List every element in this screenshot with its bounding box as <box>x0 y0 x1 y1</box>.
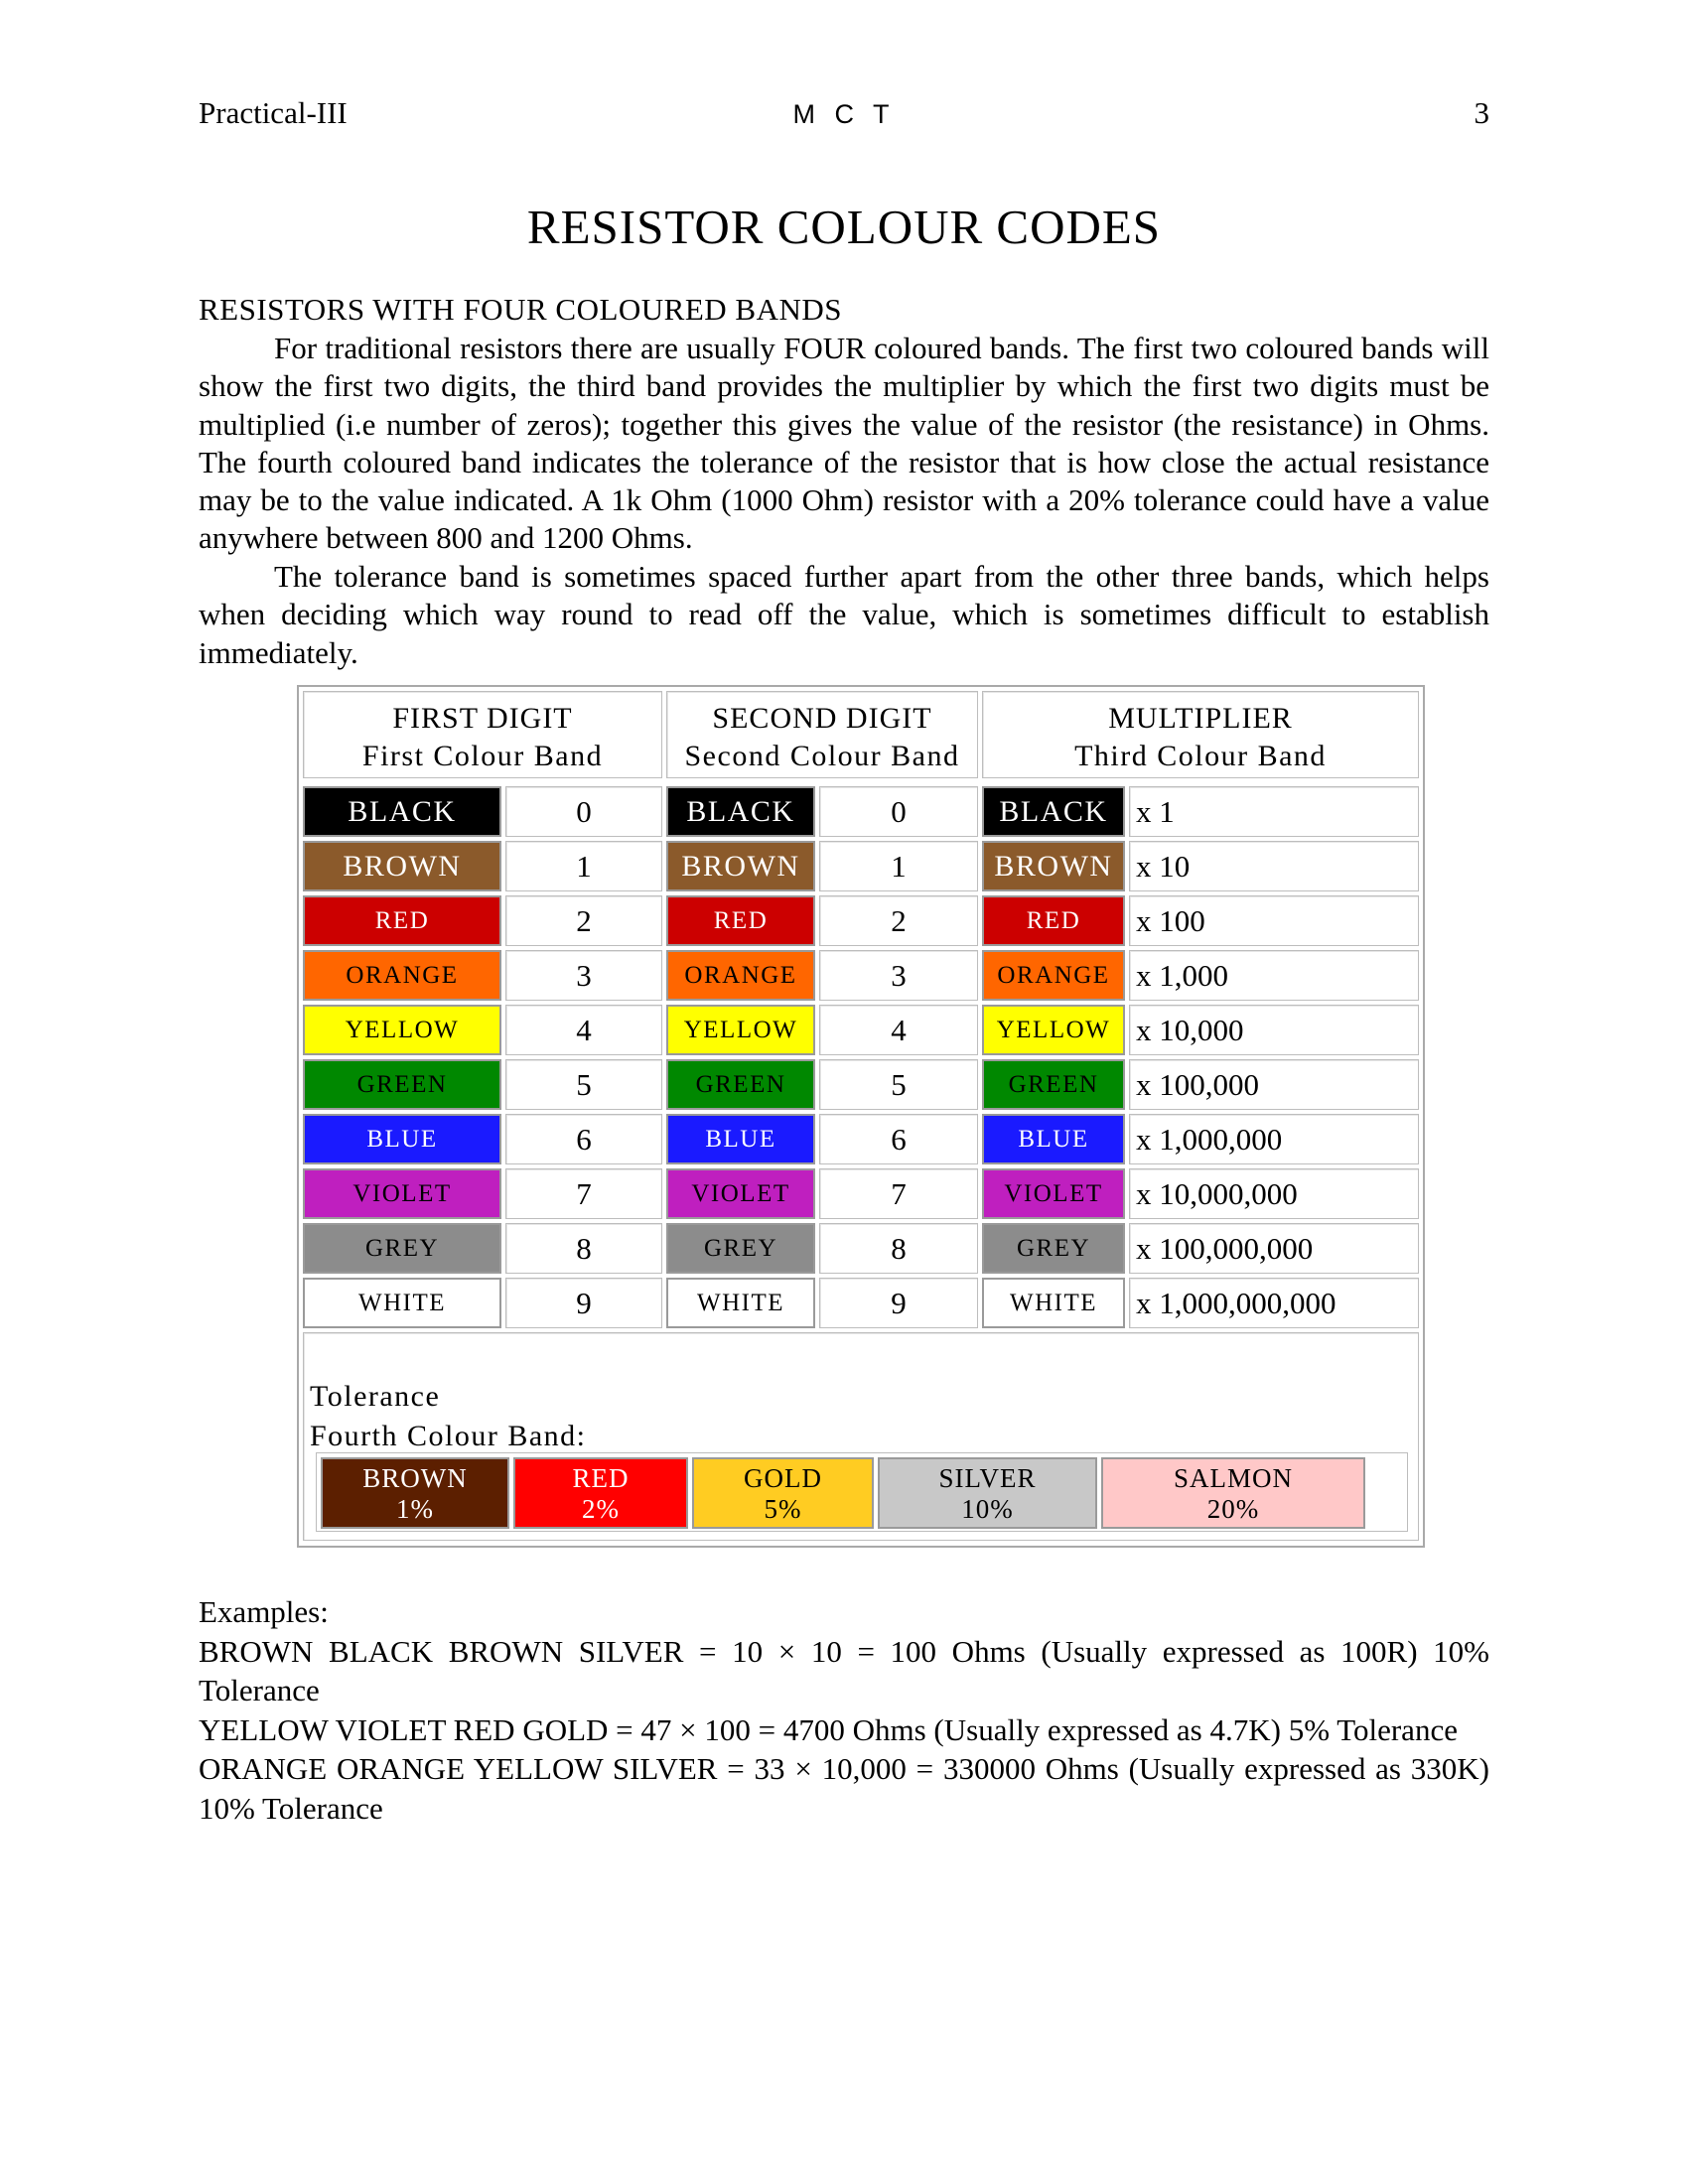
page-number: 3 <box>1474 95 1489 130</box>
second-digit-value: 5 <box>819 1059 978 1110</box>
tolerance-band-salmon <box>1101 1457 1365 1529</box>
header-first-digit <box>303 691 662 778</box>
tolerance-colour-name: BROWN <box>362 1463 468 1493</box>
header-left: Practical-III <box>199 95 348 130</box>
tolerance-title: Tolerance <box>310 1380 441 1413</box>
header-second-digit <box>666 691 978 778</box>
example-item: ORANGE ORANGE YELLOW SILVER = 33 × 10,000 = 330000 Ohms (Usually expressed as 330K) 10% Tolerance <box>199 1751 1489 1826</box>
multiplier-band-orange: ORANGE <box>982 950 1125 1001</box>
second-digit-value: 2 <box>819 895 978 946</box>
header-multiplier-title: MULTIPLIER <box>1108 702 1293 735</box>
example-item: BROWN BLACK BROWN SILVER = 10 × 10 = 100 Ohms (Usually expressed as 100R) 10% Tolerance <box>199 1633 1489 1707</box>
tolerance-colour-name: SILVER <box>938 1463 1037 1493</box>
tolerance-percent: 2% <box>582 1494 620 1524</box>
tolerance-subtitle: Fourth Colour Band: <box>310 1420 587 1452</box>
examples-heading: Examples: <box>199 1594 329 1629</box>
header-second-digit-title: SECOND DIGIT <box>712 702 932 735</box>
tolerance-band-red <box>513 1457 688 1529</box>
first-digit-value: 3 <box>505 950 662 1001</box>
multiplier-band-violet: VIOLET <box>982 1168 1125 1219</box>
examples-section <box>199 1592 1489 1828</box>
second-band-yellow: YELLOW <box>666 1005 815 1055</box>
multiplier-band-white: WHITE <box>982 1278 1125 1328</box>
tolerance-percent: 5% <box>764 1494 802 1524</box>
second-digit-value: 1 <box>819 841 978 891</box>
tolerance-colour-name: SALMON <box>1173 1463 1293 1493</box>
first-band-grey: GREY <box>303 1223 501 1274</box>
first-band-white: WHITE <box>303 1278 501 1328</box>
multiplier-value: x 1,000,000,000 <box>1129 1278 1419 1328</box>
second-band-violet: VIOLET <box>666 1168 815 1219</box>
section-heading: RESISTORS WITH FOUR COLOURED BANDS <box>199 292 842 327</box>
multiplier-band-grey: GREY <box>982 1223 1125 1274</box>
multiplier-band-blue: BLUE <box>982 1114 1125 1164</box>
tolerance-band-gold <box>692 1457 874 1529</box>
multiplier-value: x 10 <box>1129 841 1419 891</box>
page-title: RESISTOR COLOUR CODES <box>526 200 1162 254</box>
multiplier-value: x 100,000,000 <box>1129 1223 1419 1274</box>
page-header <box>199 95 1489 135</box>
header-multiplier <box>982 691 1419 778</box>
tolerance-percent: 10% <box>961 1494 1014 1524</box>
second-digit-value: 4 <box>819 1005 978 1055</box>
multiplier-band-yellow: YELLOW <box>982 1005 1125 1055</box>
tolerance-percent: 1% <box>396 1494 434 1524</box>
header-first-digit-subtitle: First Colour Band <box>361 740 604 772</box>
second-band-green: GREEN <box>666 1059 815 1110</box>
header-multiplier-subtitle: Third Colour Band <box>1074 740 1327 772</box>
multiplier-value: x 10,000,000 <box>1129 1168 1419 1219</box>
first-digit-value: 1 <box>505 841 662 891</box>
multiplier-value: x 1,000 <box>1129 950 1419 1001</box>
second-digit-value: 7 <box>819 1168 978 1219</box>
second-band-grey: GREY <box>666 1223 815 1274</box>
first-digit-value: 7 <box>505 1168 662 1219</box>
tolerance-percent: 20% <box>1206 1494 1260 1524</box>
tolerance-colour-name: GOLD <box>744 1463 822 1493</box>
first-digit-value: 6 <box>505 1114 662 1164</box>
example-item: YELLOW VIOLET RED GOLD = 47 × 100 = 4700 Ohms (Usually expressed as 4.7K) 5% Tolerance <box>199 1711 1458 1747</box>
paragraph-intro: For traditional resistors there are usually FOUR coloured bands. The first two coloured bands will show the first two digits, the third band provides the multiplier by which the first two digits must be multiplied (i.e number of zeros); together this gives the value of the resistor (the resistance) in Ohms. The fourth coloured band indicates the tolerance of the resistor that is how close the actual resistance may be to the value indicated. A 1k Ohm (1000 Ohm) resistor with a 20% tolerance could have a value anywhere between 800 and 1200 Ohms. <box>199 331 1489 556</box>
second-band-red: RED <box>666 895 815 946</box>
paragraph-tolerance: The tolerance band is sometimes spaced further apart from the other three bands, which helps when deciding which way round to read off the value, which is sometimes difficult to establish immediately. <box>199 559 1489 670</box>
first-digit-value: 8 <box>505 1223 662 1274</box>
second-band-black: BLACK <box>666 786 815 837</box>
header-first-digit-title: FIRST DIGIT <box>392 702 573 735</box>
multiplier-value: x 100,000 <box>1129 1059 1419 1110</box>
tolerance-section <box>303 1332 1419 1541</box>
multiplier-value: x 10,000 <box>1129 1005 1419 1055</box>
multiplier-band-brown: BROWN <box>982 841 1125 891</box>
tolerance-band-silver <box>878 1457 1097 1529</box>
header-center: M C T <box>792 99 896 129</box>
second-digit-value: 9 <box>819 1278 978 1328</box>
first-digit-value: 9 <box>505 1278 662 1328</box>
first-digit-value: 4 <box>505 1005 662 1055</box>
second-band-blue: BLUE <box>666 1114 815 1164</box>
tolerance-bands <box>316 1452 1408 1532</box>
second-digit-value: 6 <box>819 1114 978 1164</box>
first-band-yellow: YELLOW <box>303 1005 501 1055</box>
header-second-digit-subtitle: Second Colour Band <box>684 740 960 772</box>
tolerance-colour-name: RED <box>572 1463 630 1493</box>
second-band-white: WHITE <box>666 1278 815 1328</box>
first-digit-value: 5 <box>505 1059 662 1110</box>
multiplier-band-red: RED <box>982 895 1125 946</box>
second-digit-value: 8 <box>819 1223 978 1274</box>
first-digit-value: 0 <box>505 786 662 837</box>
second-digit-value: 0 <box>819 786 978 837</box>
first-band-blue: BLUE <box>303 1114 501 1164</box>
multiplier-band-black: BLACK <box>982 786 1125 837</box>
colour-code-table <box>297 685 1425 1548</box>
first-digit-value: 2 <box>505 895 662 946</box>
second-band-brown: BROWN <box>666 841 815 891</box>
first-band-black: BLACK <box>303 786 501 837</box>
multiplier-value: x 1 <box>1129 786 1419 837</box>
second-band-orange: ORANGE <box>666 950 815 1001</box>
tolerance-band-brown <box>321 1457 509 1529</box>
first-band-orange: ORANGE <box>303 950 501 1001</box>
tolerance-label <box>310 1377 587 1456</box>
multiplier-value: x 100 <box>1129 895 1419 946</box>
first-band-red: RED <box>303 895 501 946</box>
multiplier-band-green: GREEN <box>982 1059 1125 1110</box>
first-band-green: GREEN <box>303 1059 501 1110</box>
second-digit-value: 3 <box>819 950 978 1001</box>
first-band-brown: BROWN <box>303 841 501 891</box>
multiplier-value: x 1,000,000 <box>1129 1114 1419 1164</box>
first-band-violet: VIOLET <box>303 1168 501 1219</box>
